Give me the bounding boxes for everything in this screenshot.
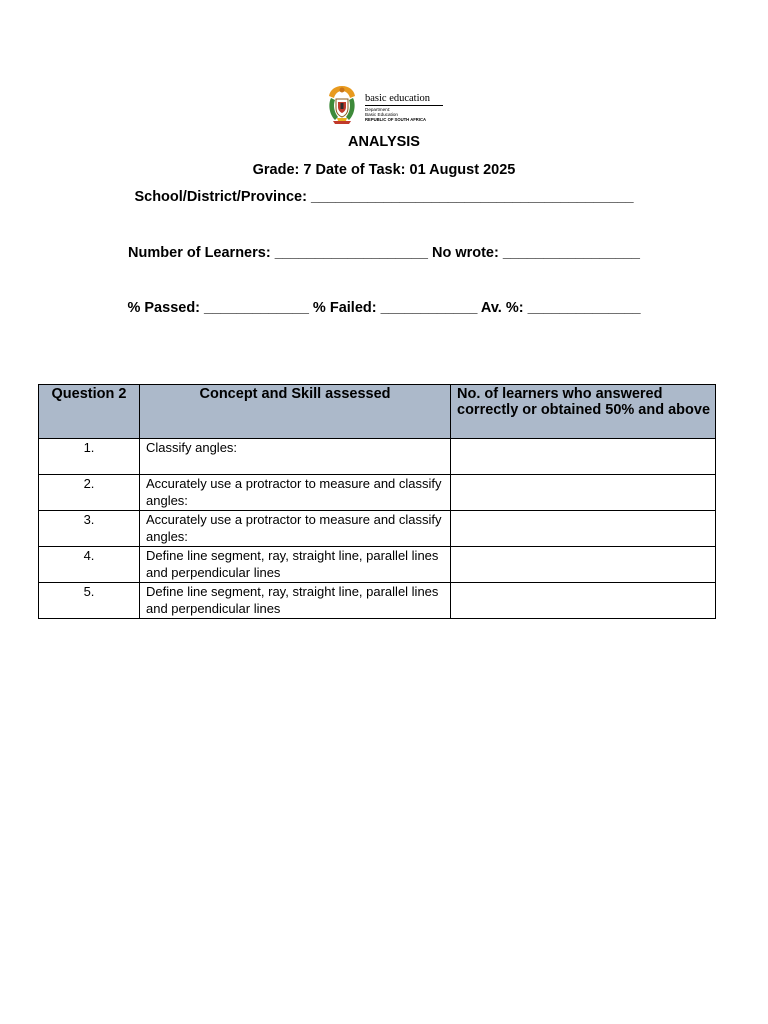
header-learners-correct: No. of learners who answered correctly or obtained 50% and above — [451, 385, 716, 439]
result-cell[interactable] — [451, 583, 716, 619]
table-header-row — [39, 385, 716, 439]
department-logo — [325, 84, 447, 126]
school-label: School/District/Province: — [134, 189, 307, 205]
table-row — [39, 475, 716, 511]
no-wrote-blank[interactable]: _________________ — [502, 245, 640, 261]
average-blank[interactable]: ______________ — [527, 300, 641, 316]
question-number: 5. — [39, 583, 140, 619]
concept-cell: Accurately use a protractor to measure and classify angles: — [140, 511, 451, 547]
table-row — [39, 439, 716, 475]
result-cell[interactable] — [451, 547, 716, 583]
logo-department-line-1: Department: — [365, 107, 391, 112]
header-question: Question 2 — [39, 385, 140, 439]
school-field-row — [0, 189, 768, 206]
school-blank[interactable]: ________________________________________ — [310, 189, 634, 205]
logo-divider — [365, 105, 443, 106]
question-number: 1. — [39, 439, 140, 475]
table-row — [39, 547, 716, 583]
logo-department-line-2: Basic Education — [365, 112, 398, 118]
question-number: 2. — [39, 475, 140, 511]
passed-label: % Passed: — [127, 300, 201, 316]
concept-cell: Define line segment, ray, straight line, parallel lines and perpendicular lines — [140, 547, 451, 583]
logo-country-text: REPUBLIC OF SOUTH AFRICA — [365, 117, 427, 123]
coat-of-arms-icon — [325, 84, 359, 126]
failed-blank[interactable]: ____________ — [380, 300, 478, 316]
result-cell[interactable] — [451, 439, 716, 475]
analysis-table — [38, 384, 716, 619]
table-row — [39, 583, 716, 619]
learners-label: Number of Learners: — [128, 245, 271, 261]
learners-field-row — [0, 245, 768, 262]
average-label: Av. %: — [480, 300, 524, 316]
question-number: 4. — [39, 547, 140, 583]
passed-blank[interactable]: _____________ — [204, 300, 309, 316]
concept-cell: Accurately use a protractor to measure and classify angles: — [140, 475, 451, 511]
result-cell[interactable] — [451, 511, 716, 547]
learners-blank[interactable]: ___________________ — [274, 245, 428, 261]
logo-department-text — [365, 107, 426, 123]
failed-label: % Failed: — [312, 300, 377, 316]
concept-cell: Classify angles: — [140, 439, 451, 475]
table-row — [39, 511, 716, 547]
no-wrote-label: No wrote: — [431, 245, 499, 261]
grade-date-line: Grade: 7 Date of Task: 01 August 2025 — [252, 162, 516, 178]
results-field-row — [0, 300, 768, 317]
concept-cell: Define line segment, ray, straight line, parallel lines and perpendicular lines — [140, 583, 451, 619]
result-cell[interactable] — [451, 475, 716, 511]
question-number: 3. — [39, 511, 140, 547]
header-concept: Concept and Skill assessed — [140, 385, 451, 439]
page-title: ANALYSIS — [348, 134, 420, 150]
logo-brand-text: basic education — [365, 93, 431, 104]
